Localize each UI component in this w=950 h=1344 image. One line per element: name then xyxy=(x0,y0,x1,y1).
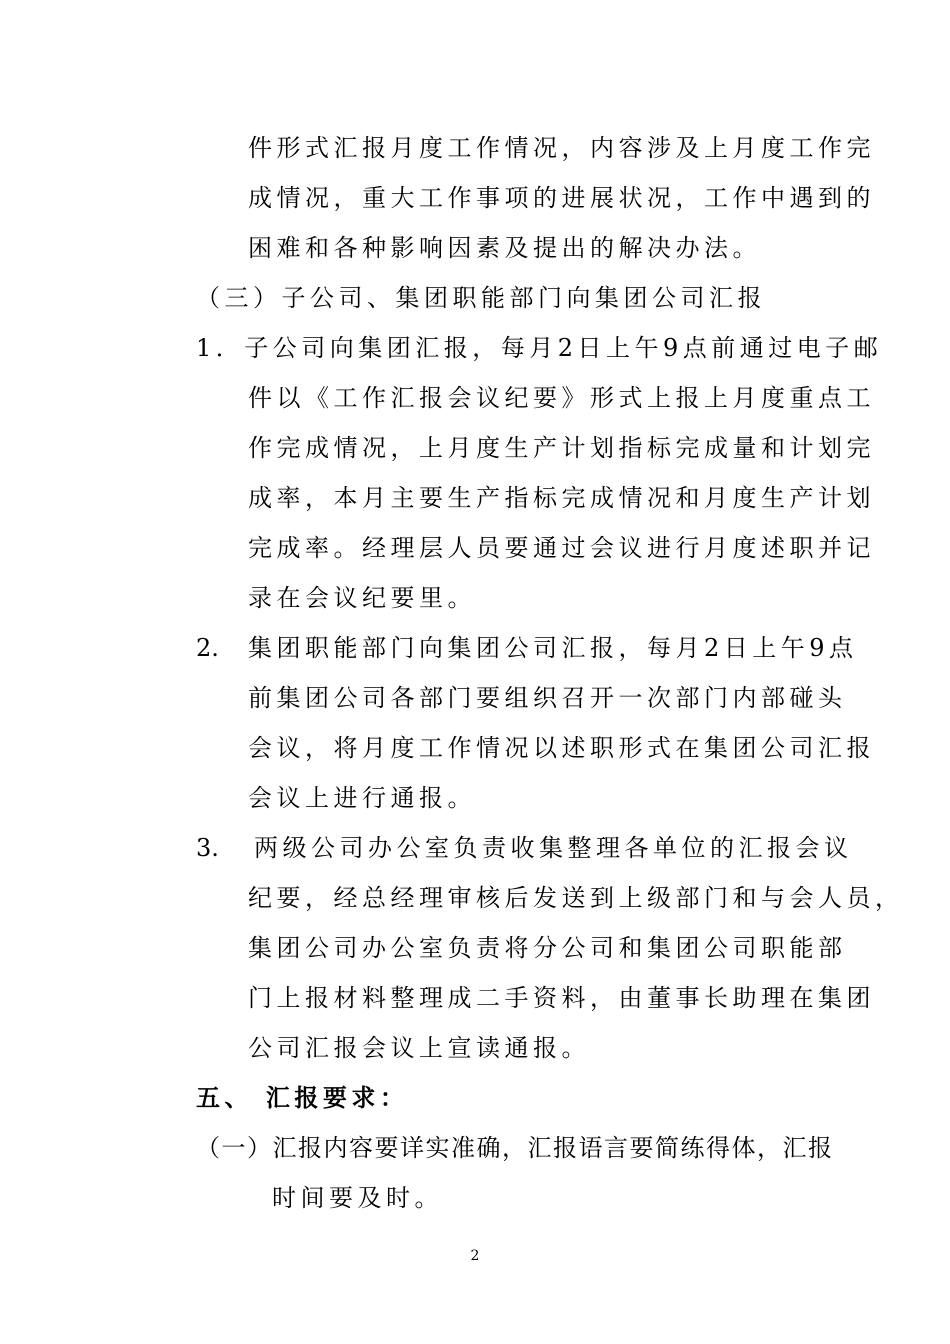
text-line: 件形式汇报月度工作情况，内容涉及上月度工作完 xyxy=(248,134,875,162)
text-line: 会议上进行通报。 xyxy=(248,784,476,812)
text-line: 集团公司办公室负责将分公司和集团公司职能部 xyxy=(248,934,847,962)
requirement-item-1: （一）汇报内容要详实准确，汇报语言要简练得体，汇报 xyxy=(196,1134,834,1162)
text-line: 录在会议纪要里。 xyxy=(248,584,476,612)
list-item-2: 集团职能部门向集团公司汇报，每月2日上午9点 xyxy=(248,634,858,662)
list-marker-2: 2. xyxy=(196,634,219,662)
text-line: 困难和各种影响因素及提出的解决办法。 xyxy=(248,234,761,262)
text-line: 完成率。经理层人员要通过会议进行月度述职并记 xyxy=(248,534,875,562)
text-line: 公司汇报会议上宣读通报。 xyxy=(248,1034,590,1062)
text-line: 门上报材料整理成二手资料，由董事长助理在集团 xyxy=(248,984,875,1012)
text-line: 件以《工作汇报会议纪要》形式上报上月度重点工 xyxy=(248,384,875,412)
list-item-1: 1．子公司向集团汇报，每月2日上午9点前通过电子邮 xyxy=(196,334,883,362)
list-item-3: 两级公司办公室负责收集整理各单位的汇报会议 xyxy=(254,834,853,862)
page-number: 2 xyxy=(470,1248,480,1264)
text-line: 成情况，重大工作事项的进展状况，工作中遇到的 xyxy=(248,184,875,212)
section-subheading: （三）子公司、集团职能部门向集团公司汇报 xyxy=(196,284,766,312)
list-marker-3: 3. xyxy=(196,834,219,862)
section-heading: 五、 汇报要求： xyxy=(196,1083,409,1112)
text-line: 时间要及时。 xyxy=(272,1184,443,1212)
text-line: 前集团公司各部门要组织召开一次部门内部碰头 xyxy=(248,684,847,712)
text-line: 作完成情况，上月度生产计划指标完成量和计划完 xyxy=(248,434,875,462)
text-line: 会议，将月度工作情况以述职形式在集团公司汇报 xyxy=(248,734,875,762)
text-line: 纪要，经总经理审核后发送到上级部门和与会人员， xyxy=(248,884,904,912)
text-line: 成率，本月主要生产指标完成情况和月度生产计划 xyxy=(248,484,875,512)
